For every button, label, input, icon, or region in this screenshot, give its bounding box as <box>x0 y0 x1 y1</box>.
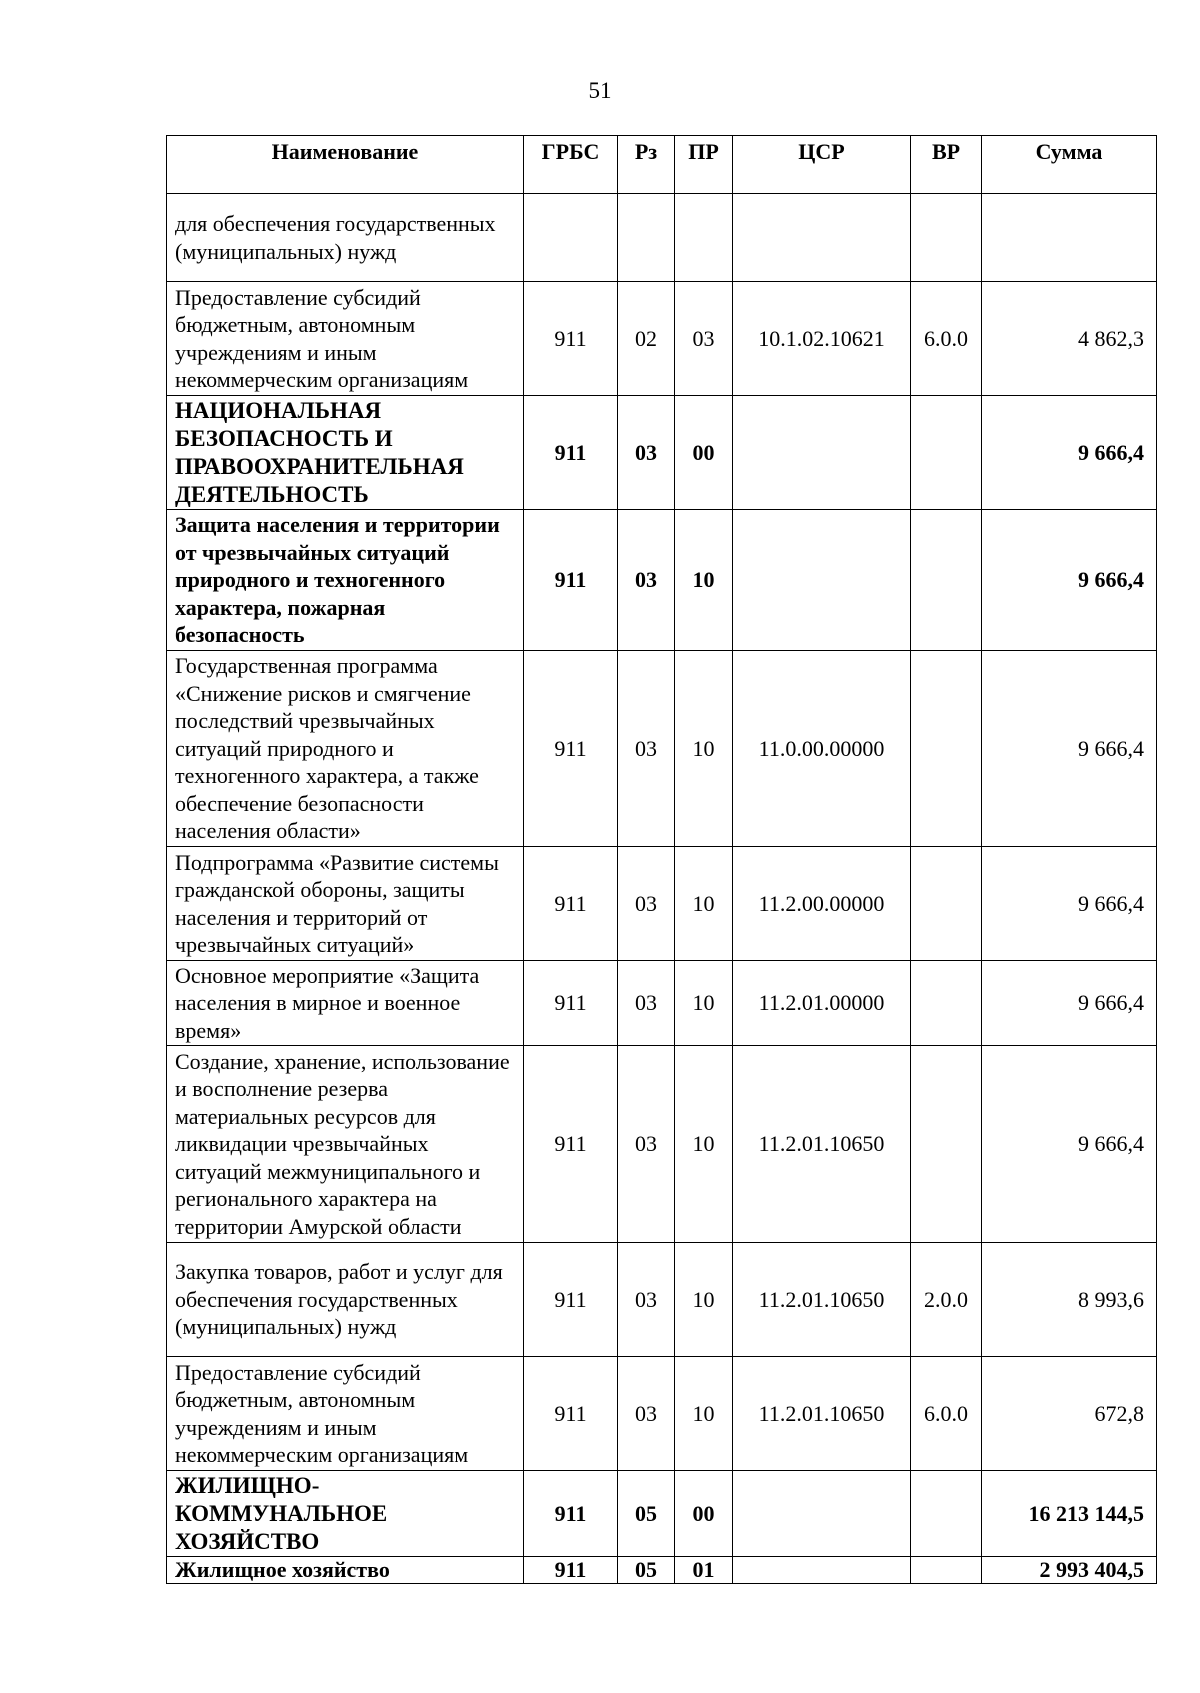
row-vr: 6.0.0 <box>911 282 982 396</box>
header-vr: ВР <box>911 136 982 194</box>
table-row <box>167 1243 1157 1357</box>
row-vr: 6.0.0 <box>911 1357 982 1471</box>
row-grbs: 911 <box>524 282 618 396</box>
row-pr: 03 <box>675 282 733 396</box>
header-rz: Рз <box>618 136 675 194</box>
table-row <box>167 1471 1157 1557</box>
row-csr <box>733 194 911 282</box>
row-csr: 11.2.01.10650 <box>733 1046 911 1243</box>
row-sum: 9 666,4 <box>982 396 1157 510</box>
row-grbs: 911 <box>524 1046 618 1243</box>
row-name: НАЦИОНАЛЬНАЯ БЕЗОПАСНОСТЬ И ПРАВООХРАНИТЕЛЬНАЯ ДЕЯТЕЛЬНОСТЬ <box>167 396 524 510</box>
row-rz: 03 <box>618 510 675 651</box>
row-sum: 4 862,3 <box>982 282 1157 396</box>
header-pr: ПР <box>675 136 733 194</box>
row-rz: 03 <box>618 396 675 510</box>
row-rz: 03 <box>618 651 675 847</box>
table-row <box>167 396 1157 510</box>
row-sum: 8 993,6 <box>982 1243 1157 1357</box>
row-vr <box>911 961 982 1046</box>
row-pr: 10 <box>675 847 733 961</box>
row-grbs: 911 <box>524 961 618 1046</box>
row-csr <box>733 1557 911 1584</box>
row-sum: 16 213 144,5 <box>982 1471 1157 1557</box>
row-rz: 03 <box>618 847 675 961</box>
budget-table <box>166 135 1157 1584</box>
row-csr: 11.0.00.00000 <box>733 651 911 847</box>
table-row <box>167 847 1157 961</box>
row-grbs: 911 <box>524 1557 618 1584</box>
row-name: Создание, хранение, использование и восполнение резерва материальных ресурсов для ликвидации чрезвычайных ситуаций межмуниципального и регионального характера на территории Амурской области <box>167 1046 524 1243</box>
row-name: Основное мероприятие «Защита населения в мирное и военное время» <box>167 961 524 1046</box>
row-grbs: 911 <box>524 1471 618 1557</box>
header-name: Наименование <box>167 136 524 194</box>
table-row <box>167 1357 1157 1471</box>
row-pr: 00 <box>675 396 733 510</box>
header-sum: Сумма <box>982 136 1157 194</box>
row-name: Защита населения и территории от чрезвычайных ситуаций природного и техногенного характера, пожарная безопасность <box>167 510 524 651</box>
row-grbs: 911 <box>524 1357 618 1471</box>
row-sum: 9 666,4 <box>982 651 1157 847</box>
row-csr: 11.2.00.00000 <box>733 847 911 961</box>
row-pr: 10 <box>675 961 733 1046</box>
table-row <box>167 282 1157 396</box>
row-rz: 03 <box>618 1046 675 1243</box>
table-row <box>167 194 1157 282</box>
row-vr <box>911 1471 982 1557</box>
row-grbs: 911 <box>524 847 618 961</box>
row-vr <box>911 510 982 651</box>
row-name: Предоставление субсидий бюджетным, автономным учреждениям и иным некоммерческим организациям <box>167 282 524 396</box>
row-rz: 03 <box>618 1357 675 1471</box>
row-name: Предоставление субсидий бюджетным, автономным учреждениям и иным некоммерческим организациям <box>167 1357 524 1471</box>
row-pr <box>675 194 733 282</box>
row-vr <box>911 847 982 961</box>
row-sum: 9 666,4 <box>982 1046 1157 1243</box>
row-rz: 05 <box>618 1471 675 1557</box>
row-pr: 10 <box>675 510 733 651</box>
row-vr <box>911 1557 982 1584</box>
table-row <box>167 961 1157 1046</box>
row-rz: 03 <box>618 961 675 1046</box>
row-csr <box>733 510 911 651</box>
row-pr: 10 <box>675 651 733 847</box>
row-rz <box>618 194 675 282</box>
row-csr <box>733 396 911 510</box>
table-header-row <box>167 136 1157 194</box>
row-csr: 10.1.02.10621 <box>733 282 911 396</box>
table-row <box>167 651 1157 847</box>
row-csr: 11.2.01.00000 <box>733 961 911 1046</box>
row-sum: 2 993 404,5 <box>982 1557 1157 1584</box>
table-row <box>167 510 1157 651</box>
row-grbs <box>524 194 618 282</box>
row-pr: 10 <box>675 1243 733 1357</box>
row-name: ЖИЛИЩНО-КОММУНАЛЬНОЕ ХОЗЯЙСТВО <box>167 1471 524 1557</box>
row-sum: 9 666,4 <box>982 847 1157 961</box>
row-vr <box>911 396 982 510</box>
row-pr: 00 <box>675 1471 733 1557</box>
row-sum: 9 666,4 <box>982 961 1157 1046</box>
row-pr: 10 <box>675 1357 733 1471</box>
header-csr: ЦСР <box>733 136 911 194</box>
row-vr <box>911 651 982 847</box>
header-grbs: ГРБС <box>524 136 618 194</box>
row-rz: 03 <box>618 1243 675 1357</box>
row-name: Государственная программа «Снижение рисков и смягчение последствий чрезвычайных ситуаций природного и техногенного характера, а также обеспечение безопасности населения области» <box>167 651 524 847</box>
table-row <box>167 1557 1157 1584</box>
row-sum <box>982 194 1157 282</box>
row-grbs: 911 <box>524 510 618 651</box>
row-csr: 11.2.01.10650 <box>733 1357 911 1471</box>
row-vr <box>911 194 982 282</box>
row-grbs: 911 <box>524 396 618 510</box>
row-csr: 11.2.01.10650 <box>733 1243 911 1357</box>
row-vr <box>911 1046 982 1243</box>
row-sum: 9 666,4 <box>982 510 1157 651</box>
row-name: для обеспечения государственных (муниципальных) нужд <box>167 194 524 282</box>
row-name: Жилищное хозяйство <box>167 1557 524 1584</box>
row-grbs: 911 <box>524 651 618 847</box>
row-grbs: 911 <box>524 1243 618 1357</box>
row-rz: 02 <box>618 282 675 396</box>
row-csr <box>733 1471 911 1557</box>
row-name: Закупка товаров, работ и услуг для обеспечения государственных (муниципальных) нужд <box>167 1243 524 1357</box>
row-vr: 2.0.0 <box>911 1243 982 1357</box>
row-pr: 01 <box>675 1557 733 1584</box>
row-name: Подпрограмма «Развитие системы гражданской обороны, защиты населения и территорий от чрезвычайных ситуаций» <box>167 847 524 961</box>
row-pr: 10 <box>675 1046 733 1243</box>
row-rz: 05 <box>618 1557 675 1584</box>
table-row <box>167 1046 1157 1243</box>
page-number: 51 <box>588 78 612 103</box>
row-sum: 672,8 <box>982 1357 1157 1471</box>
